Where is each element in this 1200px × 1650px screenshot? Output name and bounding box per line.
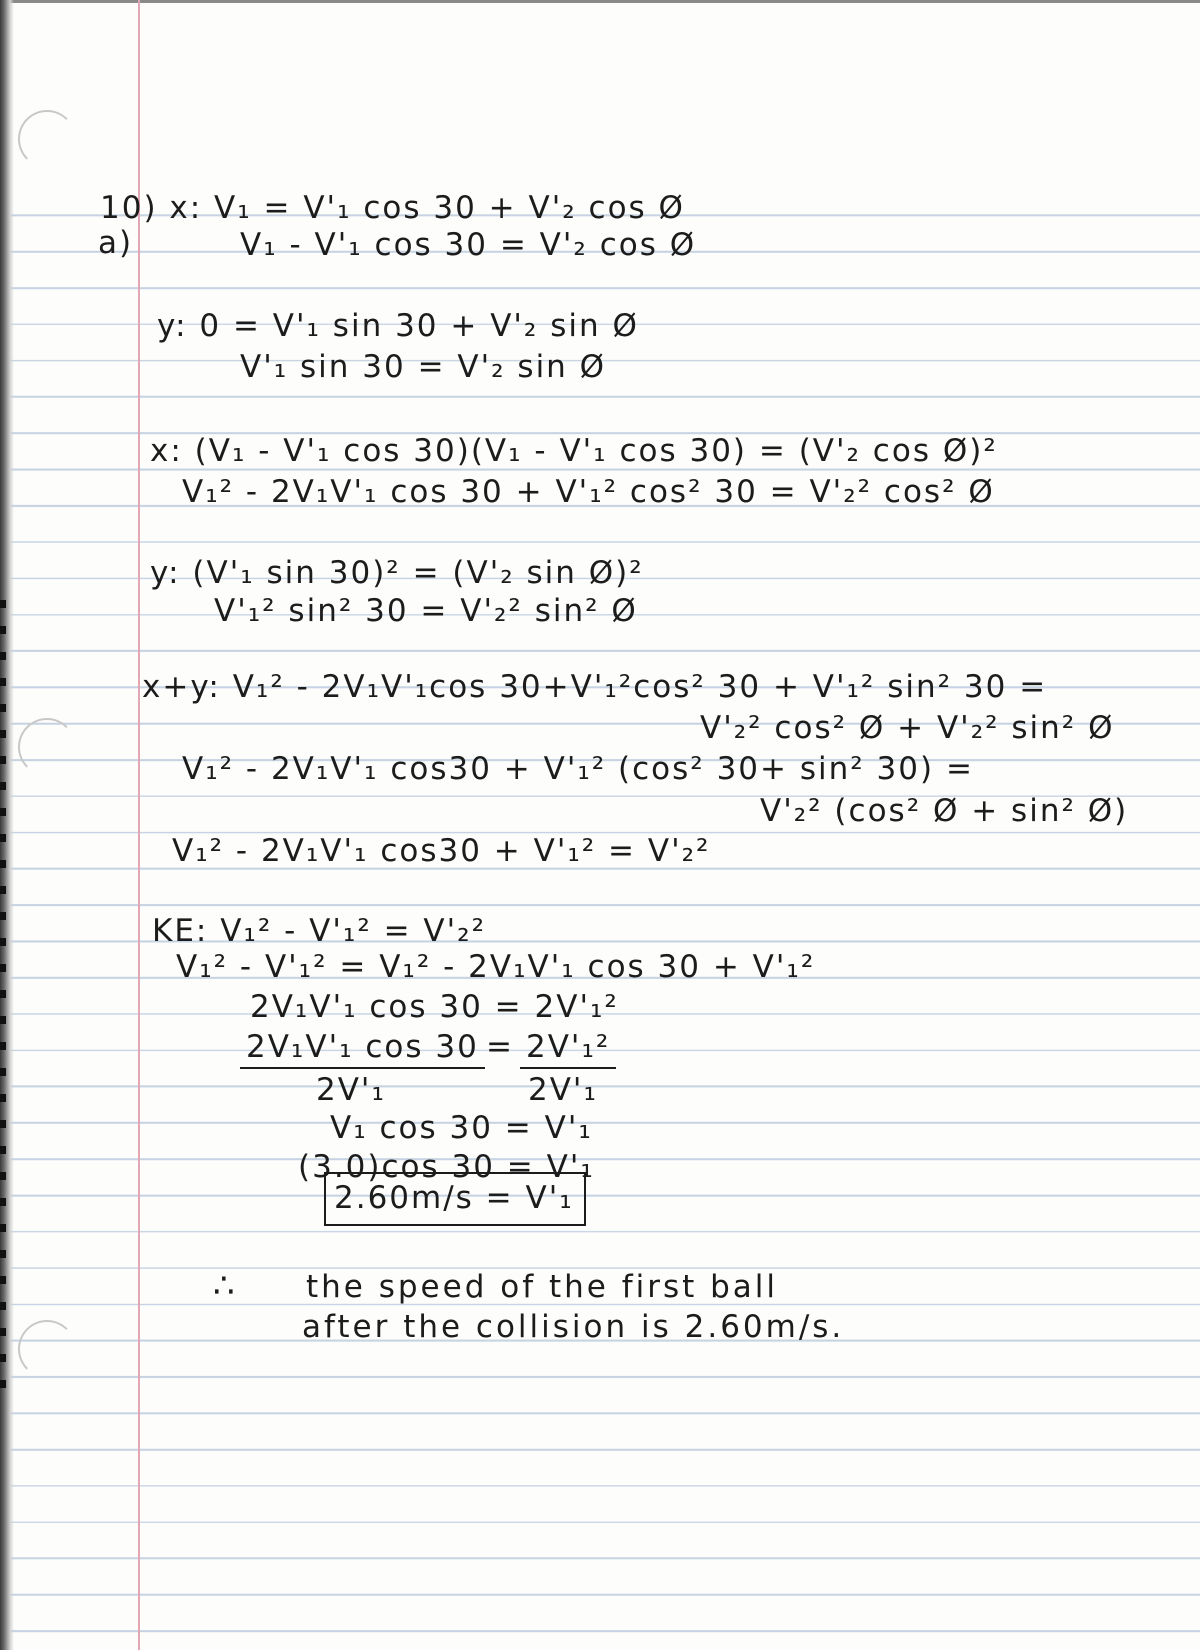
step-x-plus-y-rhs: V'₂² cos² Ø + V'₂² sin² Ø	[700, 710, 1115, 746]
step-y-momentum: y: 0 = V'₁ sin 30 + V'₂ sin Ø	[157, 308, 639, 344]
red-margin-line	[138, 0, 140, 1650]
step-y-squared: y: (V'₁ sin 30)² = (V'₂ sin Ø)²	[150, 555, 644, 591]
fraction-denominator-right: 2V'₁	[528, 1072, 598, 1108]
step-kinetic-energy: KE: V₁² - V'₁² = V'₂²	[152, 913, 487, 949]
step-x-expanded: V₁² - 2V₁V'₁ cos 30 + V'₁² cos² 30 = V'₂² cos² Ø	[182, 474, 995, 510]
left-scan-edge	[0, 600, 6, 1400]
step-ke-simplified: 2V₁V'₁ cos 30 = 2V'₁²	[250, 989, 619, 1025]
part-label-a: a)	[98, 225, 134, 261]
step-x-rearranged: V₁ - V'₁ cos 30 = V'₂ cos Ø	[240, 227, 697, 263]
step-substitute-value: (3.0)cos 30 = V'₁	[298, 1149, 595, 1185]
punch-hole-bottom	[18, 1320, 76, 1378]
step-simplified: V₁² - 2V₁V'₁ cos30 + V'₁² = V'₂²	[172, 833, 711, 869]
step-x-plus-y: x+y: V₁² - 2V₁V'₁cos 30+V'₁²cos² 30 + V'₁² sin² 30 =	[142, 669, 1048, 705]
step-factored-rhs: V'₂² (cos² Ø + sin² Ø)	[760, 793, 1129, 829]
top-blank-margin	[0, 0, 1200, 182]
step-ke-substituted: V₁² - V'₁² = V₁² - 2V₁V'₁ cos 30 + V'₁²	[176, 949, 816, 985]
step-y-rearranged: V'₁ sin 30 = V'₂ sin Ø	[240, 349, 607, 385]
step-solve: V₁ cos 30 = V'₁	[330, 1110, 593, 1146]
fraction-numerator-left: 2V₁V'₁ cos 30	[240, 1032, 485, 1069]
final-answer: 2.60m/s = V'₁	[334, 1180, 574, 1216]
step-factored: V₁² - 2V₁V'₁ cos30 + V'₁² (cos² 30+ sin² 30) =	[182, 751, 974, 787]
step-x-squared: x: (V₁ - V'₁ cos 30)(V₁ - V'₁ cos 30) = (V'₂ cos Ø)²	[150, 433, 998, 469]
step-x-momentum: 10) x: V₁ = V'₁ cos 30 + V'₂ cos Ø	[100, 190, 685, 226]
conclusion-line-2: after the collision is 2.60m/s.	[302, 1309, 845, 1345]
step-y-expanded: V'₁² sin² 30 = V'₂² sin² Ø	[214, 593, 638, 629]
fraction-equals: =	[486, 1029, 514, 1065]
therefore-symbol: ∴	[213, 1266, 235, 1306]
punch-hole-top	[18, 110, 76, 168]
punch-hole-middle	[18, 718, 76, 776]
conclusion-line-1: the speed of the first ball	[306, 1269, 779, 1305]
page-top-edge	[0, 0, 1200, 3]
fraction-denominator-left: 2V'₁	[316, 1072, 386, 1108]
fraction-numerator-right: 2V'₁²	[520, 1032, 616, 1069]
